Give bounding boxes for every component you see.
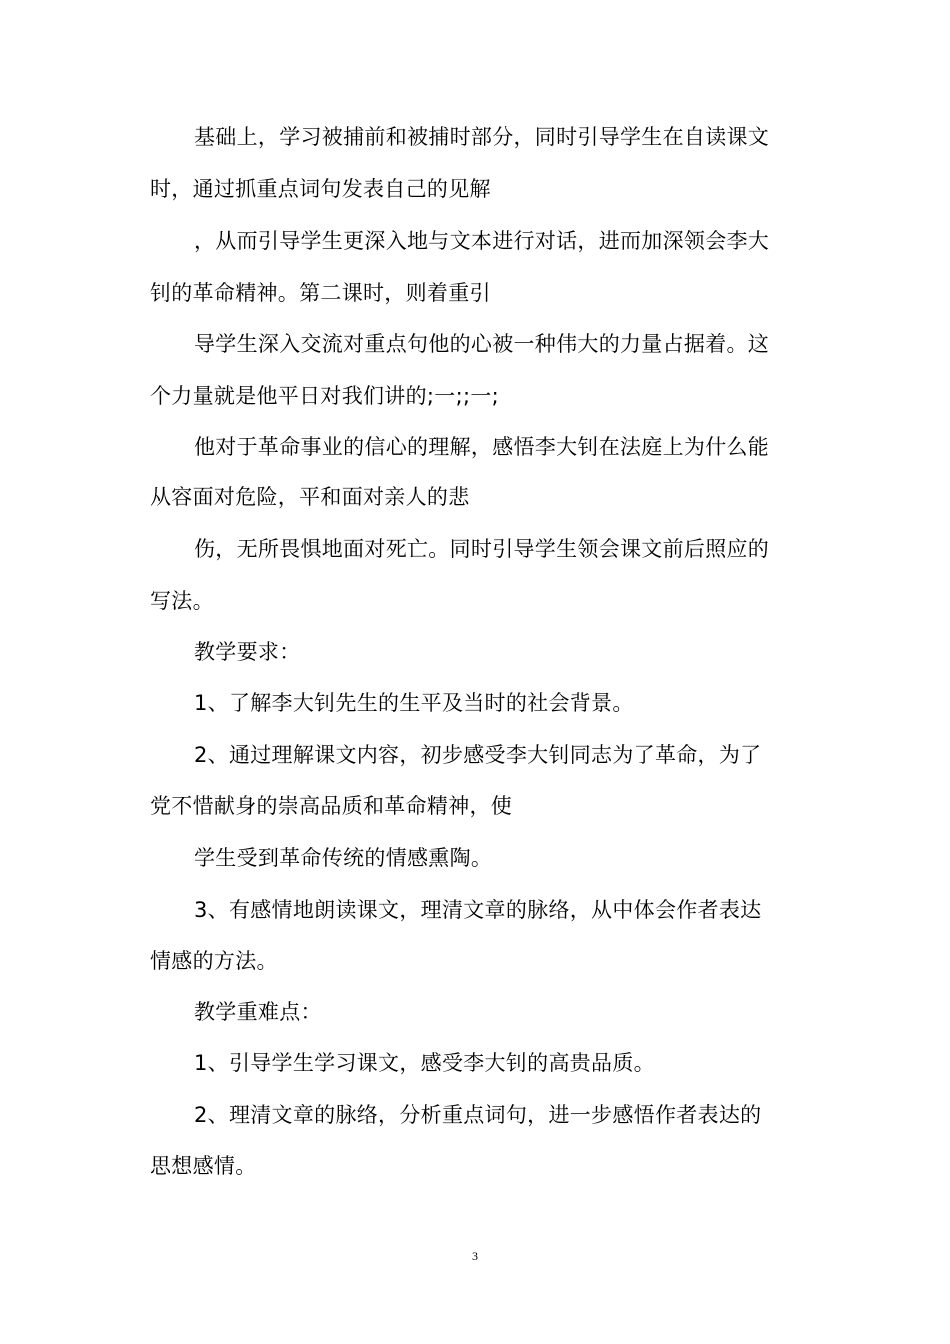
text-line: 思想感情。 [150,1154,257,1178]
text-line: ，从而引导学生更深入地与文本进行对话，进而加深领会李大 [194,229,770,253]
text-line: 写法。 [150,589,214,613]
text-line: 党不惜献身的崇高品质和革命精神，使 [150,794,513,818]
list-item: 3、有感情地朗读课文，理清文章的脉络，从中体会作者表达 [194,898,762,922]
section-heading: 教学重难点： [194,1000,322,1024]
list-item: 2、理清文章的脉络，分析重点词句，进一步感悟作者表达的 [194,1103,762,1127]
text-line: 情感的方法。 [150,949,278,973]
list-item: 1、引导学生学习课文，感受李大钊的高贵品质。 [194,1051,655,1075]
list-item: 2、通过理解课文内容，初步感受李大钊同志为了革命，为了 [194,743,762,767]
text-line: 个力量就是他平日对我们讲的;一;;一; [150,384,499,408]
text-line: 导学生深入交流对重点句他的心被一种伟大的力量占据着。这 [194,332,770,356]
text-line: 基础上，学习被捕前和被捕时部分，同时引导学生在自读课文 [194,125,770,149]
text-line: 伤，无所畏惧地面对死亡。同时引导学生领会课文前后照应的 [194,537,770,561]
page-number: 3 [472,1249,478,1263]
section-heading: 教学要求： [194,640,301,664]
text-line: 他对于革命事业的信心的理解，感悟李大钊在法庭上为什么能 [194,435,770,459]
text-line: 学生受到革命传统的情感熏陶。 [194,846,493,870]
text-line: 从容面对危险，平和面对亲人的悲 [150,485,470,509]
text-line: 钊的革命精神。第二课时，则着重引 [150,281,491,305]
list-item: 1、了解李大钊先生的生平及当时的社会背景。 [194,691,634,715]
text-line: 时，通过抓重点词句发表自己的见解 [150,177,491,201]
